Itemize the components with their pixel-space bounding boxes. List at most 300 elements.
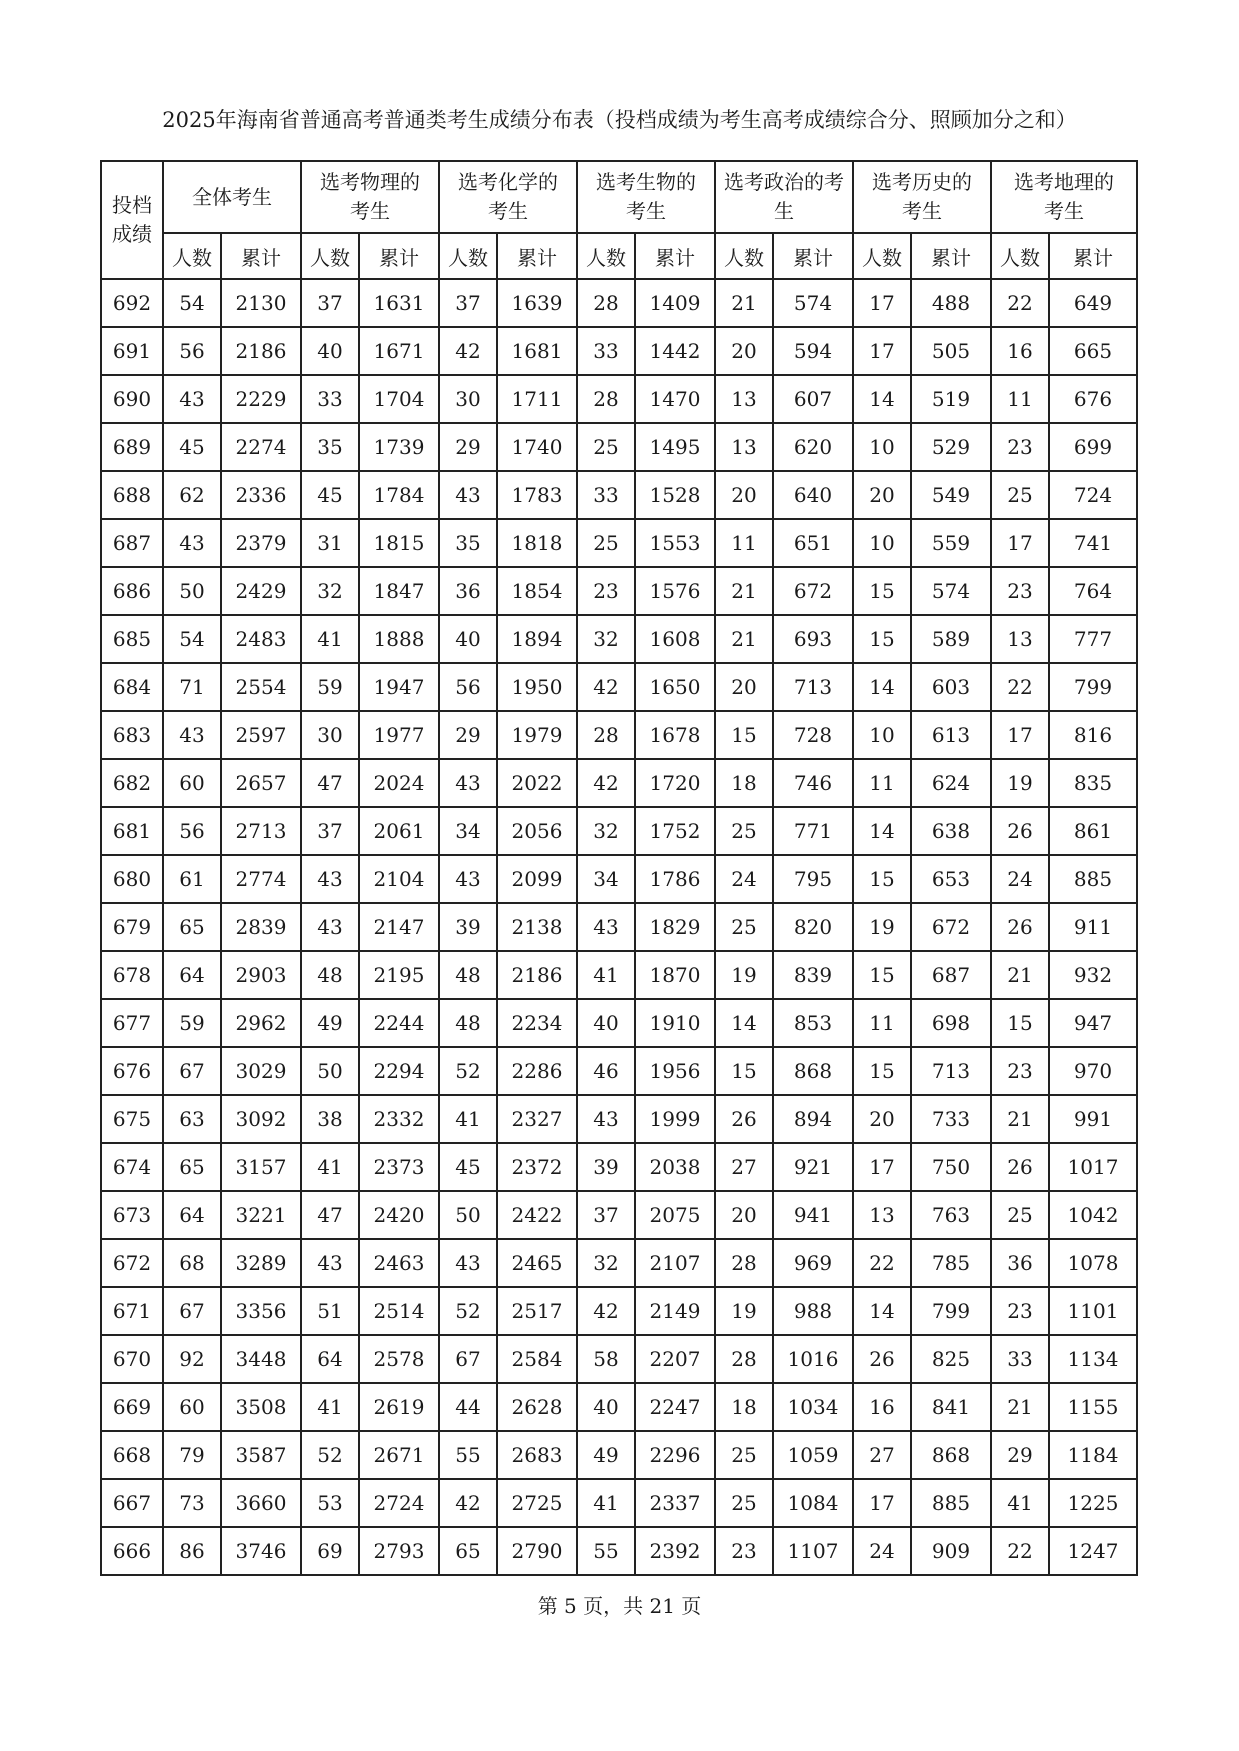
score-cell: 674	[101, 1143, 163, 1191]
count-cell: 41	[439, 1095, 497, 1143]
table-row	[101, 1143, 1137, 1191]
cumulative-cell: 1671	[359, 327, 439, 375]
cumulative-cell: 820	[773, 903, 853, 951]
count-cell: 41	[301, 615, 359, 663]
cumulative-cell: 2725	[497, 1479, 577, 1527]
cumulative-cell: 1979	[497, 711, 577, 759]
cumulative-cell: 665	[1049, 327, 1137, 375]
count-cell: 18	[715, 1383, 773, 1431]
cumulative-cell: 2195	[359, 951, 439, 999]
count-cell: 25	[577, 519, 635, 567]
cumulative-cell: 1956	[635, 1047, 715, 1095]
count-cell: 42	[577, 1287, 635, 1335]
score-cell: 692	[101, 279, 163, 327]
cumulative-cell: 2683	[497, 1431, 577, 1479]
count-cell: 33	[577, 471, 635, 519]
count-cell: 64	[301, 1335, 359, 1383]
table-row	[101, 1047, 1137, 1095]
cumulative-cell: 3157	[221, 1143, 301, 1191]
count-cell: 15	[991, 999, 1049, 1047]
count-cell: 16	[991, 327, 1049, 375]
table-row	[101, 279, 1137, 327]
count-cell: 14	[853, 1287, 911, 1335]
cumulative-cell: 2839	[221, 903, 301, 951]
count-cell: 14	[715, 999, 773, 1047]
cumulative-cell: 868	[911, 1431, 991, 1479]
cumulative-cell: 771	[773, 807, 853, 855]
count-cell: 13	[991, 615, 1049, 663]
score-cell: 667	[101, 1479, 163, 1527]
count-cell: 32	[577, 615, 635, 663]
count-cell: 73	[163, 1479, 221, 1527]
score-distribution-table	[100, 160, 1138, 1576]
score-cell: 687	[101, 519, 163, 567]
count-cell: 15	[853, 855, 911, 903]
count-cell: 27	[853, 1431, 911, 1479]
count-cell: 21	[991, 951, 1049, 999]
score-cell: 673	[101, 1191, 163, 1239]
count-cell: 36	[991, 1239, 1049, 1287]
count-cell: 54	[163, 279, 221, 327]
cumulative-cell: 1101	[1049, 1287, 1137, 1335]
count-cell: 16	[853, 1383, 911, 1431]
count-cell: 19	[991, 759, 1049, 807]
count-cell: 40	[577, 999, 635, 1047]
cumulative-cell: 676	[1049, 375, 1137, 423]
count-cell: 22	[991, 1527, 1049, 1575]
count-cell: 48	[301, 951, 359, 999]
cumulative-cell: 2628	[497, 1383, 577, 1431]
cumulative-cell: 728	[773, 711, 853, 759]
cumulative-cell: 589	[911, 615, 991, 663]
cumulative-cell: 746	[773, 759, 853, 807]
cumulative-cell: 2903	[221, 951, 301, 999]
count-cell: 20	[715, 663, 773, 711]
count-cell: 36	[439, 567, 497, 615]
count-cell: 20	[715, 1191, 773, 1239]
count-cell: 30	[301, 711, 359, 759]
count-cell: 15	[853, 1047, 911, 1095]
score-cell: 668	[101, 1431, 163, 1479]
cumulative-cell: 785	[911, 1239, 991, 1287]
table-row	[101, 663, 1137, 711]
count-cell: 13	[715, 423, 773, 471]
count-cell: 14	[853, 375, 911, 423]
cumulative-cell: 1894	[497, 615, 577, 663]
count-cell: 79	[163, 1431, 221, 1479]
cumulative-cell: 2372	[497, 1143, 577, 1191]
count-cell: 40	[439, 615, 497, 663]
count-cell: 11	[853, 759, 911, 807]
count-cell: 14	[853, 807, 911, 855]
count-cell: 49	[577, 1431, 635, 1479]
cumulative-cell: 653	[911, 855, 991, 903]
cumulative-cell: 2296	[635, 1431, 715, 1479]
count-cell: 25	[715, 807, 773, 855]
count-cell: 28	[715, 1335, 773, 1383]
cumulative-cell: 2584	[497, 1335, 577, 1383]
count-cell: 37	[301, 807, 359, 855]
count-cell: 67	[163, 1287, 221, 1335]
table-row	[101, 1335, 1137, 1383]
cumulative-cell: 2274	[221, 423, 301, 471]
count-cell: 68	[163, 1239, 221, 1287]
cumulative-cell: 885	[911, 1479, 991, 1527]
count-header: 人数	[577, 233, 635, 279]
cumulative-cell: 1950	[497, 663, 577, 711]
cumulative-cell: 3587	[221, 1431, 301, 1479]
cumulative-cell: 2107	[635, 1239, 715, 1287]
cumulative-cell: 885	[1049, 855, 1137, 903]
score-cell: 678	[101, 951, 163, 999]
count-cell: 25	[577, 423, 635, 471]
count-cell: 53	[301, 1479, 359, 1527]
count-cell: 43	[301, 903, 359, 951]
cumulative-cell: 2790	[497, 1527, 577, 1575]
cumulative-cell: 1818	[497, 519, 577, 567]
cumulative-cell: 2099	[497, 855, 577, 903]
cumulative-cell: 1711	[497, 375, 577, 423]
cumulative-header: 累计	[635, 233, 715, 279]
cumulative-cell: 941	[773, 1191, 853, 1239]
count-header: 人数	[439, 233, 497, 279]
count-cell: 25	[715, 903, 773, 951]
count-cell: 41	[991, 1479, 1049, 1527]
score-cell: 685	[101, 615, 163, 663]
page-footer: 第 5 页，共 21 页	[537, 1594, 702, 1618]
cumulative-cell: 2024	[359, 759, 439, 807]
count-cell: 10	[853, 423, 911, 471]
cumulative-cell: 921	[773, 1143, 853, 1191]
count-cell: 43	[163, 711, 221, 759]
table-row	[101, 759, 1137, 807]
count-cell: 11	[853, 999, 911, 1047]
count-cell: 31	[301, 519, 359, 567]
count-cell: 35	[301, 423, 359, 471]
count-cell: 25	[991, 1191, 1049, 1239]
cumulative-cell: 2422	[497, 1191, 577, 1239]
count-cell: 50	[301, 1047, 359, 1095]
cumulative-cell: 2514	[359, 1287, 439, 1335]
cumulative-header: 累计	[221, 233, 301, 279]
cumulative-header: 累计	[911, 233, 991, 279]
count-cell: 67	[439, 1335, 497, 1383]
cumulative-cell: 2147	[359, 903, 439, 951]
count-cell: 20	[853, 471, 911, 519]
cumulative-cell: 2247	[635, 1383, 715, 1431]
table-row	[101, 1431, 1137, 1479]
count-cell: 23	[577, 567, 635, 615]
cumulative-cell: 2517	[497, 1287, 577, 1335]
cumulative-cell: 750	[911, 1143, 991, 1191]
count-cell: 38	[301, 1095, 359, 1143]
count-cell: 28	[577, 279, 635, 327]
count-header: 人数	[853, 233, 911, 279]
table-row	[101, 327, 1137, 375]
cumulative-cell: 3448	[221, 1335, 301, 1383]
count-cell: 56	[163, 807, 221, 855]
count-cell: 19	[715, 951, 773, 999]
cumulative-cell: 894	[773, 1095, 853, 1143]
score-cell: 689	[101, 423, 163, 471]
count-cell: 37	[577, 1191, 635, 1239]
cumulative-cell: 1847	[359, 567, 439, 615]
count-cell: 25	[991, 471, 1049, 519]
cumulative-cell: 835	[1049, 759, 1137, 807]
score-cell: 675	[101, 1095, 163, 1143]
cumulative-cell: 1786	[635, 855, 715, 903]
count-cell: 14	[853, 663, 911, 711]
count-cell: 62	[163, 471, 221, 519]
cumulative-cell: 741	[1049, 519, 1137, 567]
count-cell: 52	[439, 1287, 497, 1335]
count-cell: 20	[853, 1095, 911, 1143]
table-row	[101, 1191, 1137, 1239]
cumulative-cell: 1225	[1049, 1479, 1137, 1527]
score-cell: 683	[101, 711, 163, 759]
count-cell: 17	[853, 1479, 911, 1527]
cumulative-cell: 640	[773, 471, 853, 519]
count-cell: 60	[163, 1383, 221, 1431]
count-cell: 32	[577, 1239, 635, 1287]
cumulative-cell: 1888	[359, 615, 439, 663]
count-cell: 15	[715, 1047, 773, 1095]
table-row	[101, 1287, 1137, 1335]
count-cell: 34	[439, 807, 497, 855]
count-cell: 64	[163, 951, 221, 999]
count-cell: 42	[577, 759, 635, 807]
count-cell: 25	[715, 1431, 773, 1479]
count-cell: 47	[301, 1191, 359, 1239]
count-cell: 33	[991, 1335, 1049, 1383]
cumulative-cell: 2671	[359, 1431, 439, 1479]
cumulative-cell: 2327	[497, 1095, 577, 1143]
count-cell: 25	[715, 1479, 773, 1527]
count-cell: 61	[163, 855, 221, 903]
count-cell: 40	[577, 1383, 635, 1431]
table-row	[101, 423, 1137, 471]
count-cell: 35	[439, 519, 497, 567]
cumulative-cell: 2463	[359, 1239, 439, 1287]
count-cell: 13	[853, 1191, 911, 1239]
table-row	[101, 1479, 1137, 1527]
count-cell: 26	[991, 1143, 1049, 1191]
cumulative-cell: 3508	[221, 1383, 301, 1431]
table-row	[101, 807, 1137, 855]
cumulative-cell: 2207	[635, 1335, 715, 1383]
count-cell: 43	[439, 759, 497, 807]
cumulative-cell: 1815	[359, 519, 439, 567]
cumulative-cell: 1442	[635, 327, 715, 375]
cumulative-cell: 693	[773, 615, 853, 663]
cumulative-cell: 2465	[497, 1239, 577, 1287]
count-cell: 41	[577, 951, 635, 999]
table-row	[101, 567, 1137, 615]
cumulative-cell: 3029	[221, 1047, 301, 1095]
cumulative-cell: 574	[773, 279, 853, 327]
group-header-2: 选考化学的 考生	[439, 161, 577, 233]
cumulative-cell: 2420	[359, 1191, 439, 1239]
count-cell: 11	[991, 375, 1049, 423]
score-cell: 690	[101, 375, 163, 423]
cumulative-cell: 607	[773, 375, 853, 423]
count-cell: 29	[439, 711, 497, 759]
cumulative-cell: 764	[1049, 567, 1137, 615]
cumulative-cell: 1084	[773, 1479, 853, 1527]
cumulative-cell: 2379	[221, 519, 301, 567]
cumulative-cell: 2962	[221, 999, 301, 1047]
cumulative-cell: 1704	[359, 375, 439, 423]
cumulative-cell: 1409	[635, 279, 715, 327]
cumulative-cell: 651	[773, 519, 853, 567]
count-cell: 19	[853, 903, 911, 951]
cumulative-cell: 1016	[773, 1335, 853, 1383]
count-cell: 43	[577, 1095, 635, 1143]
count-cell: 59	[301, 663, 359, 711]
table-row	[101, 951, 1137, 999]
count-cell: 47	[301, 759, 359, 807]
count-cell: 17	[991, 519, 1049, 567]
count-cell: 56	[439, 663, 497, 711]
cumulative-cell: 1681	[497, 327, 577, 375]
cumulative-cell: 3289	[221, 1239, 301, 1287]
cumulative-cell: 2332	[359, 1095, 439, 1143]
score-cell: 688	[101, 471, 163, 519]
count-cell: 49	[301, 999, 359, 1047]
cumulative-cell: 1528	[635, 471, 715, 519]
count-cell: 15	[853, 951, 911, 999]
cumulative-cell: 733	[911, 1095, 991, 1143]
cumulative-cell: 1608	[635, 615, 715, 663]
count-cell: 33	[301, 375, 359, 423]
cumulative-cell: 549	[911, 471, 991, 519]
count-cell: 24	[991, 855, 1049, 903]
count-cell: 11	[715, 519, 773, 567]
count-cell: 20	[715, 327, 773, 375]
cumulative-cell: 1639	[497, 279, 577, 327]
count-cell: 63	[163, 1095, 221, 1143]
cumulative-cell: 970	[1049, 1047, 1137, 1095]
count-cell: 22	[991, 279, 1049, 327]
count-cell: 65	[439, 1527, 497, 1575]
count-cell: 45	[163, 423, 221, 471]
cumulative-cell: 2429	[221, 567, 301, 615]
cumulative-cell: 698	[911, 999, 991, 1047]
count-cell: 43	[439, 1239, 497, 1287]
count-cell: 28	[715, 1239, 773, 1287]
cumulative-cell: 2554	[221, 663, 301, 711]
cumulative-cell: 1184	[1049, 1431, 1137, 1479]
cumulative-header: 累计	[497, 233, 577, 279]
count-header: 人数	[301, 233, 359, 279]
cumulative-cell: 2294	[359, 1047, 439, 1095]
cumulative-cell: 1576	[635, 567, 715, 615]
cumulative-cell: 1784	[359, 471, 439, 519]
count-cell: 13	[715, 375, 773, 423]
count-cell: 51	[301, 1287, 359, 1335]
cumulative-cell: 2657	[221, 759, 301, 807]
score-cell: 691	[101, 327, 163, 375]
cumulative-cell: 911	[1049, 903, 1137, 951]
cumulative-cell: 1739	[359, 423, 439, 471]
cumulative-cell: 868	[773, 1047, 853, 1095]
count-cell: 52	[439, 1047, 497, 1095]
cumulative-cell: 2244	[359, 999, 439, 1047]
cumulative-cell: 574	[911, 567, 991, 615]
cumulative-cell: 559	[911, 519, 991, 567]
cumulative-cell: 638	[911, 807, 991, 855]
count-cell: 41	[577, 1479, 635, 1527]
cumulative-cell: 909	[911, 1527, 991, 1575]
count-cell: 43	[163, 375, 221, 423]
cumulative-cell: 2075	[635, 1191, 715, 1239]
cumulative-header: 累计	[1049, 233, 1137, 279]
score-cell: 671	[101, 1287, 163, 1335]
cumulative-cell: 2336	[221, 471, 301, 519]
cumulative-cell: 969	[773, 1239, 853, 1287]
cumulative-cell: 1059	[773, 1431, 853, 1479]
cumulative-cell: 2337	[635, 1479, 715, 1527]
count-cell: 23	[991, 423, 1049, 471]
count-cell: 42	[439, 1479, 497, 1527]
count-cell: 17	[853, 1143, 911, 1191]
cumulative-cell: 795	[773, 855, 853, 903]
count-cell: 21	[991, 1095, 1049, 1143]
cumulative-cell: 713	[773, 663, 853, 711]
cumulative-cell: 2597	[221, 711, 301, 759]
cumulative-cell: 2186	[497, 951, 577, 999]
cumulative-cell: 1042	[1049, 1191, 1137, 1239]
cumulative-cell: 816	[1049, 711, 1137, 759]
cumulative-cell: 2286	[497, 1047, 577, 1095]
count-cell: 92	[163, 1335, 221, 1383]
cumulative-cell: 1247	[1049, 1527, 1137, 1575]
cumulative-cell: 841	[911, 1383, 991, 1431]
count-cell: 39	[439, 903, 497, 951]
count-cell: 50	[439, 1191, 497, 1239]
count-cell: 43	[439, 471, 497, 519]
count-cell: 21	[715, 279, 773, 327]
count-cell: 50	[163, 567, 221, 615]
count-cell: 18	[715, 759, 773, 807]
count-cell: 10	[853, 519, 911, 567]
table-row	[101, 1383, 1137, 1431]
cumulative-header: 累计	[773, 233, 853, 279]
count-cell: 39	[577, 1143, 635, 1191]
cumulative-cell: 505	[911, 327, 991, 375]
count-cell: 15	[853, 615, 911, 663]
count-cell: 64	[163, 1191, 221, 1239]
count-cell: 48	[439, 951, 497, 999]
count-cell: 58	[577, 1335, 635, 1383]
count-cell: 55	[577, 1527, 635, 1575]
table-row	[101, 855, 1137, 903]
cumulative-cell: 991	[1049, 1095, 1137, 1143]
group-header-3: 选考生物的 考生	[577, 161, 715, 233]
table-row	[101, 1527, 1137, 1575]
group-header-5: 选考历史的 考生	[853, 161, 991, 233]
cumulative-cell: 2483	[221, 615, 301, 663]
score-cell: 670	[101, 1335, 163, 1383]
cumulative-cell: 799	[1049, 663, 1137, 711]
count-cell: 28	[577, 375, 635, 423]
header-row-groups	[101, 161, 1137, 233]
table-row	[101, 1239, 1137, 1287]
cumulative-cell: 2061	[359, 807, 439, 855]
cumulative-cell: 3746	[221, 1527, 301, 1575]
count-cell: 21	[715, 615, 773, 663]
count-cell: 28	[577, 711, 635, 759]
